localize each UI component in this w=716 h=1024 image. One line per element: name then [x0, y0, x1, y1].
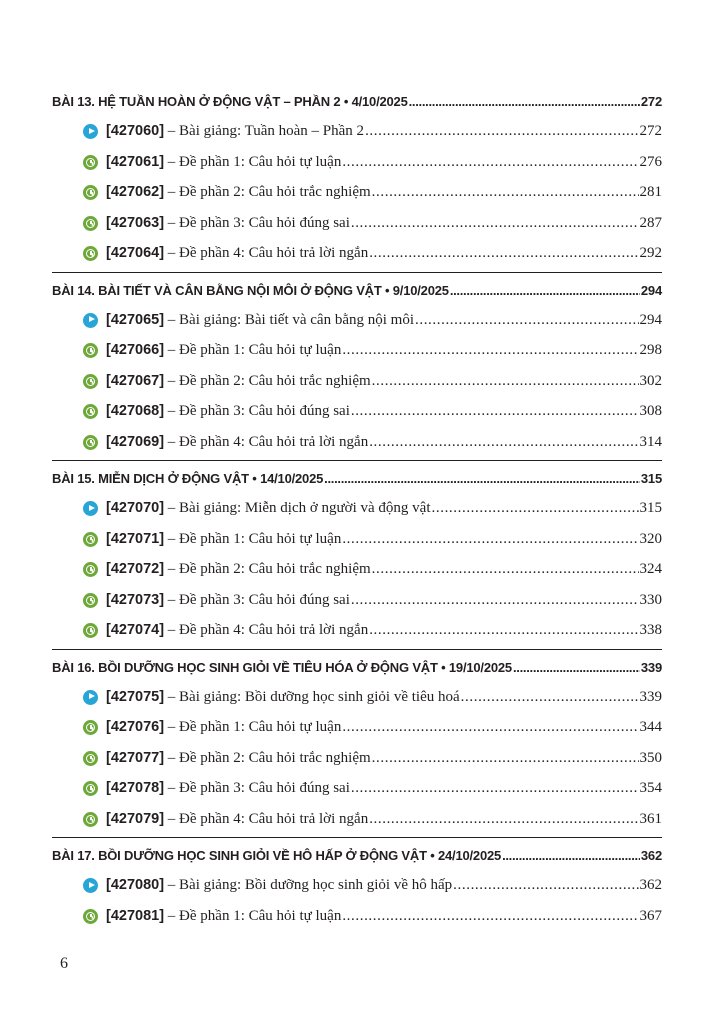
- item-page: 362: [639, 877, 662, 893]
- item-label: [84, 615, 368, 646]
- clock-icon: [83, 216, 98, 231]
- item-title: – Đề phần 4: Câu hỏi trả lời ngắn: [164, 433, 369, 450]
- toc-item[interactable]: [52, 870, 662, 901]
- item-title: – Đề phần 1: Câu hỏi tự luận: [164, 153, 342, 170]
- clock-icon: [83, 909, 98, 924]
- item-page: 315: [639, 500, 662, 516]
- item-code: [427074]: [106, 622, 165, 638]
- item-code: [427068]: [106, 403, 165, 419]
- section-divider: [52, 649, 662, 650]
- section-heading[interactable]: [52, 465, 662, 493]
- item-code: [427067]: [106, 372, 165, 389]
- dot-leader: [372, 743, 639, 774]
- dot-leader: [415, 305, 639, 336]
- item-label: [84, 870, 452, 901]
- item-page: 350: [639, 749, 662, 766]
- section-title: BÀI 17. BỒI DƯỠNG HỌC SINH GIỎI VỀ HÔ HẤP Ở ĐỘNG VẬT • 24/10/2025: [52, 848, 502, 863]
- play-icon: [83, 690, 98, 705]
- item-page: 344: [639, 719, 662, 735]
- play-icon: [83, 878, 98, 893]
- dot-leader: [461, 682, 639, 713]
- item-page: 287: [639, 214, 662, 231]
- clock-icon: [83, 343, 98, 358]
- item-code: [427069]: [106, 433, 165, 450]
- item-page: 298: [639, 342, 662, 358]
- clock-icon: [83, 246, 98, 261]
- dot-leader: [372, 366, 639, 397]
- section-title: BÀI 15. MIỄN DỊCH Ở ĐỘNG VẬT • 14/10/2025: [52, 471, 324, 486]
- item-page: 302: [639, 372, 662, 389]
- section-title: BÀI 14. BÀI TIẾT VÀ CÂN BẰNG NỘI MÔI Ở ĐỘNG VẬT • 9/10/2025: [52, 282, 449, 298]
- page-number: 6: [60, 955, 68, 972]
- item-code: [427062]: [106, 184, 165, 200]
- item-title: – Đề phần 3: Câu hỏi đúng sai: [164, 780, 350, 796]
- item-page: 361: [639, 810, 662, 827]
- section-heading[interactable]: [52, 277, 662, 305]
- table-of-contents: [52, 88, 662, 931]
- toc-item[interactable]: [52, 147, 662, 178]
- section-page: 315: [640, 471, 662, 486]
- item-page: 272: [639, 123, 662, 139]
- clock-icon: [83, 781, 98, 796]
- item-code: [427078]: [106, 780, 165, 796]
- toc-item[interactable]: [52, 208, 662, 239]
- toc-item[interactable]: [52, 712, 662, 743]
- item-code: [427066]: [106, 342, 165, 358]
- clock-icon: [83, 812, 98, 827]
- clock-icon: [83, 562, 98, 577]
- dot-leader: [351, 585, 639, 616]
- item-title: – Đề phần 1: Câu hỏi tự luận: [164, 342, 342, 358]
- item-title: – Đề phần 1: Câu hỏi tự luận: [164, 719, 342, 735]
- item-label: [84, 585, 350, 616]
- item-label: [84, 743, 371, 774]
- item-label: [84, 208, 350, 239]
- item-title: – Đề phần 1: Câu hỏi tự luận: [164, 907, 342, 924]
- section-divider: [52, 460, 662, 461]
- dot-leader: [450, 277, 640, 305]
- play-icon: [83, 313, 98, 328]
- item-title: – Đề phần 2: Câu hỏi trắc nghiệm: [164, 561, 371, 577]
- toc-item[interactable]: [52, 335, 662, 366]
- item-label: [84, 147, 341, 178]
- item-label: [84, 804, 368, 835]
- item-page: 314: [639, 433, 662, 450]
- toc-item[interactable]: [52, 615, 662, 646]
- item-title: – Đề phần 2: Câu hỏi trắc nghiệm: [164, 184, 371, 200]
- item-page: 320: [639, 530, 662, 547]
- item-page: 308: [639, 403, 662, 419]
- item-title: – Đề phần 2: Câu hỏi trắc nghiệm: [164, 749, 371, 766]
- item-label: [84, 524, 341, 555]
- toc-item[interactable]: [52, 305, 662, 336]
- item-code: [427070]: [106, 500, 165, 516]
- section-page: 272: [640, 94, 662, 109]
- section-page: 339: [640, 659, 662, 675]
- clock-icon: [83, 720, 98, 735]
- item-code: [427073]: [106, 591, 165, 608]
- dot-leader: [369, 238, 638, 269]
- item-code: [427065]: [106, 311, 165, 328]
- item-code: [427077]: [106, 749, 165, 766]
- dot-leader: [365, 116, 638, 147]
- toc-item[interactable]: [52, 177, 662, 208]
- toc-item[interactable]: [52, 901, 662, 932]
- item-label: [84, 773, 350, 804]
- item-title: – Bài giảng: Bồi dưỡng học sinh giỏi về tiêu hoá: [164, 688, 460, 705]
- dot-leader: [372, 177, 639, 208]
- item-page: 338: [639, 622, 662, 638]
- dot-leader: [351, 208, 639, 239]
- item-label: [84, 682, 460, 713]
- item-label: [84, 712, 341, 743]
- item-code: [427075]: [106, 688, 165, 705]
- toc-item[interactable]: [52, 116, 662, 147]
- section-heading[interactable]: [52, 842, 662, 870]
- dot-leader: [453, 870, 638, 901]
- item-page: 294: [639, 311, 662, 328]
- item-page: 354: [639, 780, 662, 796]
- item-label: [84, 305, 414, 336]
- dot-leader: [513, 654, 640, 682]
- item-page: 330: [639, 591, 662, 608]
- toc-item[interactable]: [52, 396, 662, 427]
- toc-item[interactable]: [52, 493, 662, 524]
- dot-leader: [351, 396, 639, 427]
- dot-leader: [409, 88, 640, 116]
- toc-section: [52, 88, 662, 269]
- item-code: [427061]: [106, 153, 165, 170]
- toc-item[interactable]: [52, 804, 662, 835]
- section-divider: [52, 837, 662, 838]
- item-title: – Đề phần 2: Câu hỏi trắc nghiệm: [164, 372, 371, 389]
- dot-leader: [369, 615, 638, 646]
- item-code: [427079]: [106, 810, 165, 827]
- section-heading[interactable]: [52, 654, 662, 682]
- item-label: [84, 177, 371, 208]
- toc-item[interactable]: [52, 366, 662, 397]
- section-title: BÀI 16. BỒI DƯỠNG HỌC SINH GIỎI VỀ TIÊU HÓA Ở ĐỘNG VẬT • 19/10/2025: [52, 659, 512, 675]
- dot-leader: [369, 427, 638, 458]
- item-title: – Đề phần 3: Câu hỏi đúng sai: [164, 403, 350, 419]
- clock-icon: [83, 374, 98, 389]
- item-title: – Bài giảng: Tuần hoàn – Phần 2: [164, 123, 365, 139]
- toc-item[interactable]: [52, 585, 662, 616]
- item-title: – Đề phần 1: Câu hỏi tự luận: [164, 530, 342, 547]
- toc-item[interactable]: [52, 524, 662, 555]
- item-code: [427064]: [106, 245, 165, 261]
- dot-leader: [432, 493, 639, 524]
- item-label: [84, 554, 371, 585]
- dot-leader: [342, 335, 638, 366]
- item-page: 324: [639, 561, 662, 577]
- dot-leader: [369, 804, 638, 835]
- toc-section: [52, 460, 662, 646]
- item-label: [84, 396, 350, 427]
- item-title: – Đề phần 4: Câu hỏi trả lời ngắn: [164, 622, 369, 638]
- item-label: [84, 366, 371, 397]
- item-title: – Bài giảng: Bồi dưỡng học sinh giỏi về hô hấp: [164, 877, 453, 893]
- clock-icon: [83, 435, 98, 450]
- item-page: 281: [639, 184, 662, 200]
- item-label: [84, 116, 364, 147]
- play-icon: [83, 124, 98, 139]
- item-title: – Đề phần 4: Câu hỏi trả lời ngắn: [164, 810, 369, 827]
- toc-section: [52, 272, 662, 458]
- item-code: [427072]: [106, 561, 165, 577]
- dot-leader: [342, 147, 638, 178]
- item-label: [84, 238, 368, 269]
- toc-item[interactable]: [52, 773, 662, 804]
- item-label: [84, 335, 341, 366]
- section-heading[interactable]: [52, 88, 662, 116]
- toc-section: [52, 837, 662, 931]
- toc-item[interactable]: [52, 427, 662, 458]
- toc-item[interactable]: [52, 743, 662, 774]
- section-title: BÀI 13. HỆ TUẦN HOÀN Ở ĐỘNG VẬT – PHẦN 2 • 4/10/2025: [52, 94, 408, 109]
- dot-leader: [324, 465, 640, 493]
- toc-item[interactable]: [52, 682, 662, 713]
- item-page: 292: [639, 245, 662, 261]
- dot-leader: [342, 901, 638, 932]
- item-page: 276: [639, 153, 662, 170]
- dot-leader: [502, 842, 640, 870]
- item-code: [427071]: [106, 530, 165, 547]
- item-code: [427076]: [106, 719, 165, 735]
- clock-icon: [83, 623, 98, 638]
- item-title: – Đề phần 4: Câu hỏi trả lời ngắn: [164, 245, 369, 261]
- clock-icon: [83, 404, 98, 419]
- play-icon: [83, 501, 98, 516]
- item-label: [84, 901, 341, 932]
- item-label: [84, 427, 368, 458]
- item-code: [427080]: [106, 877, 165, 893]
- toc-item[interactable]: [52, 554, 662, 585]
- clock-icon: [83, 185, 98, 200]
- item-code: [427060]: [106, 123, 165, 139]
- item-code: [427081]: [106, 907, 165, 924]
- section-page: 362: [640, 848, 662, 863]
- item-page: 339: [639, 688, 662, 705]
- item-title: – Bài giảng: Bài tiết và cân bằng nội môi: [164, 311, 414, 328]
- clock-icon: [83, 751, 98, 766]
- clock-icon: [83, 532, 98, 547]
- item-title: – Đề phần 3: Câu hỏi đúng sai: [164, 214, 350, 231]
- toc-section: [52, 649, 662, 835]
- dot-leader: [372, 554, 639, 585]
- clock-icon: [83, 593, 98, 608]
- item-code: [427063]: [106, 214, 165, 231]
- clock-icon: [83, 155, 98, 170]
- item-page: 367: [639, 907, 662, 924]
- dot-leader: [342, 712, 638, 743]
- section-divider: [52, 272, 662, 273]
- item-title: – Đề phần 3: Câu hỏi đúng sai: [164, 591, 350, 608]
- item-label: [84, 493, 431, 524]
- section-page: 294: [640, 282, 662, 298]
- toc-item[interactable]: [52, 238, 662, 269]
- dot-leader: [342, 524, 638, 555]
- item-title: – Bài giảng: Miễn dịch ở người và động vật: [164, 500, 431, 516]
- dot-leader: [351, 773, 639, 804]
